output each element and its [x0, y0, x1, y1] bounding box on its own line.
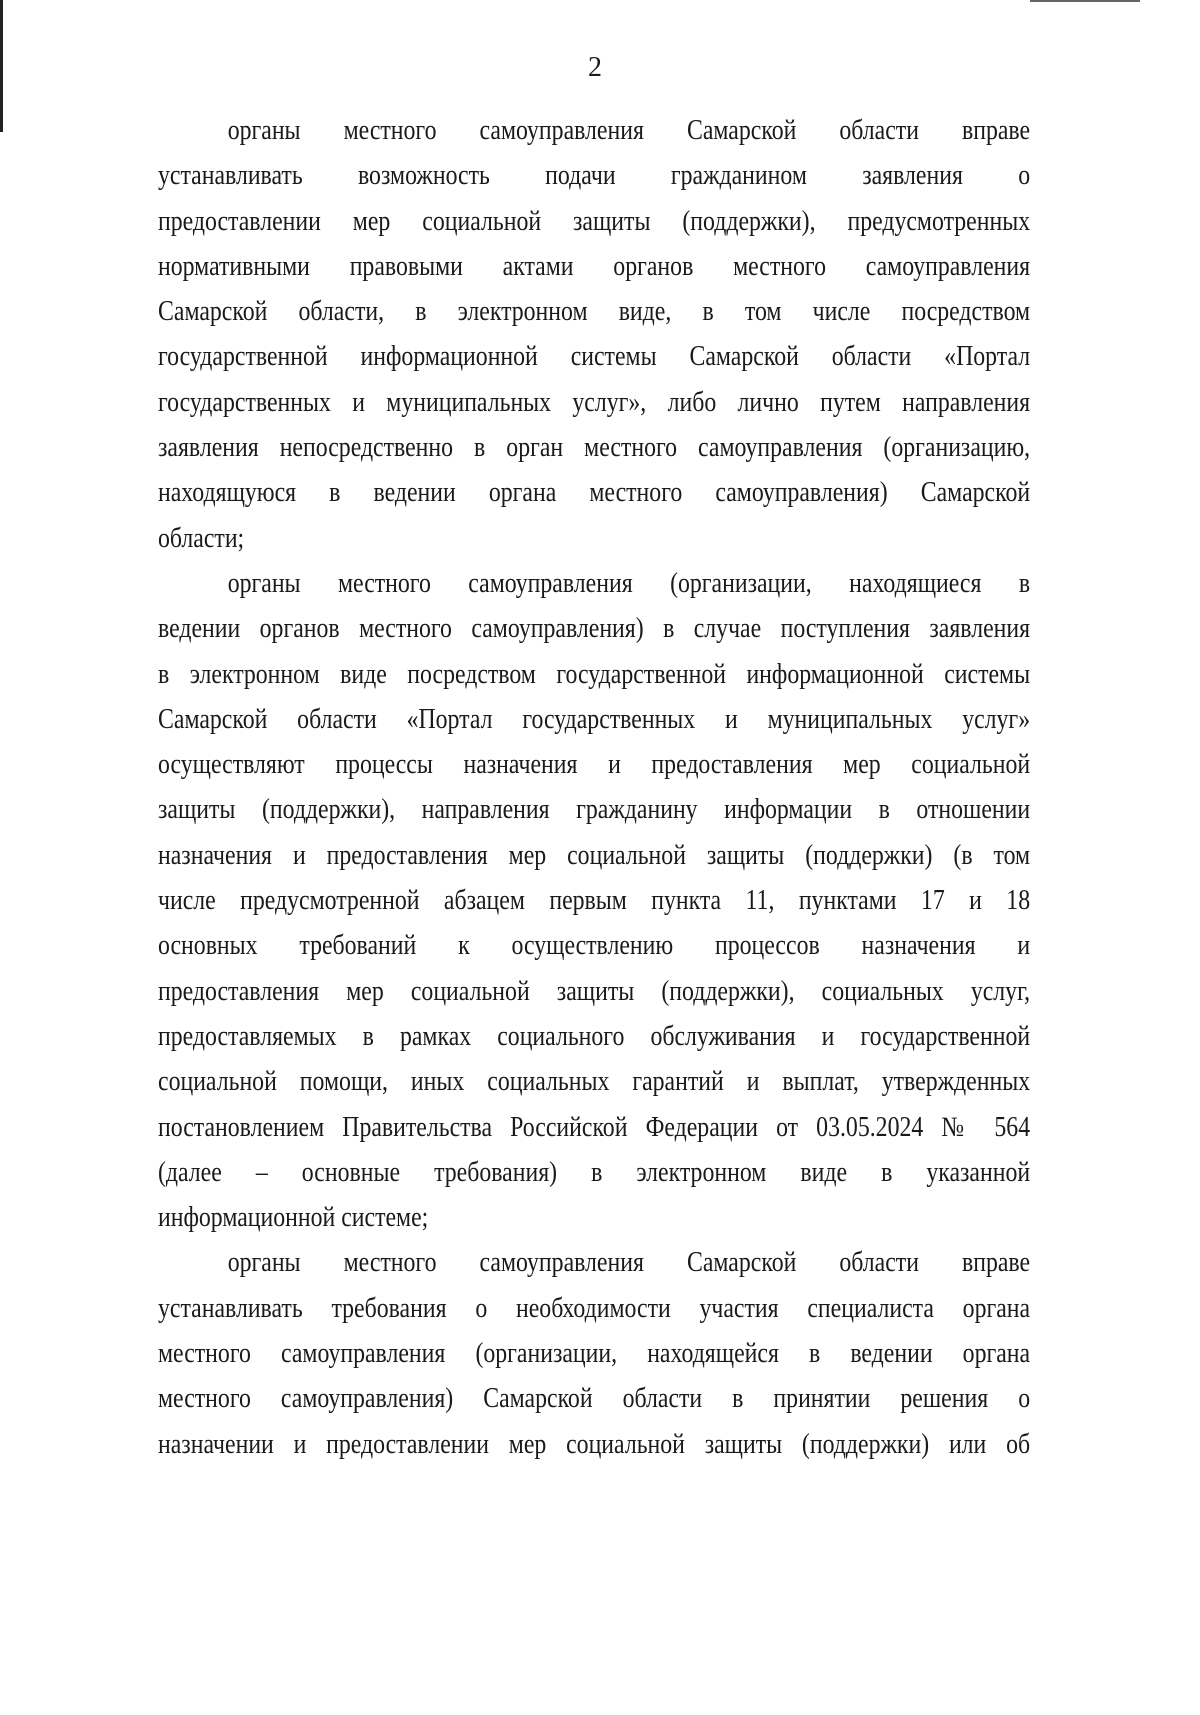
text-line: осуществляют процессы назначения и предоставления мер социальной: [158, 749, 1031, 781]
text-line: нормативными правовыми актами органов местного самоуправления: [158, 250, 1031, 282]
text-line: органы местного самоуправления Самарской области вправе: [227, 115, 1031, 146]
paragraph: [158, 561, 1030, 1240]
text-line: местного самоуправления) Самарской области в принятии решения о: [158, 1383, 1031, 1415]
text-line: заявления непосредственно в орган местного самоуправления (организацию,: [158, 432, 1031, 464]
text-line: области;: [158, 522, 245, 554]
text-line: (далее – основные требования) в электронном виде в указанной: [158, 1156, 1031, 1188]
text-line: устанавливать возможность подачи гражданином заявления о: [158, 160, 1031, 192]
text-line: информационной системе;: [158, 1202, 429, 1234]
text-line: назначения и предоставления мер социальной защиты (поддержки) (в том: [158, 839, 1031, 871]
text-line: органы местного самоуправления (организации, находящиеся в: [227, 567, 1031, 599]
text-line: предоставления мер социальной защиты (поддержки), социальных услуг,: [158, 975, 1031, 1007]
text-line: назначении и предоставлении мер социальной защиты (поддержки) или об: [158, 1428, 1031, 1460]
scan-edge-mark: [0, 0, 3, 132]
text-line: социальной помощи, иных социальных гарантий и выплат, утвержденных: [158, 1066, 1031, 1098]
text-line: органы местного самоуправления Самарской области вправе: [227, 1247, 1031, 1279]
text-line: в электронном виде посредством государственной информационной системы: [158, 658, 1031, 690]
text-line: Самарской области «Портал государственных и муниципальных услуг»: [158, 703, 1031, 735]
text-line: защиты (поддержки), направления гражданину информации в отношении: [158, 794, 1031, 826]
text-line: находящуюся в ведении органа местного самоуправления) Самарской: [158, 477, 1031, 509]
page-number: 2: [588, 52, 602, 83]
paragraph: [158, 1240, 1030, 1466]
text-line: постановлением Правительства Российской Федерации от 03.05.2024 № 564: [158, 1111, 1031, 1143]
text-line: государственной информационной системы Самарской области «Портал: [158, 341, 1031, 373]
text-line: местного самоуправления (организации, находящейся в ведении органа: [158, 1338, 1031, 1370]
text-line: устанавливать требования о необходимости участия специалиста органа: [158, 1292, 1031, 1324]
text-line: Самарской области, в электронном виде, в том числе посредством: [158, 296, 1031, 328]
text-line: предоставляемых в рамках социального обслуживания и государственной: [158, 1020, 1031, 1052]
text-line: числе предусмотренной абзацем первым пункта 11, пунктами 17 и 18: [158, 885, 1031, 917]
text-line: предоставлении мер социальной защиты (поддержки), предусмотренных: [158, 205, 1031, 237]
text-line: основных требований к осуществлению процессов назначения и: [158, 930, 1031, 962]
text-line: ведении органов местного самоуправления) в случае поступления заявления: [158, 613, 1031, 645]
text-line: государственных и муниципальных услуг», либо лично путем направления: [158, 386, 1031, 418]
document-body: [158, 108, 1030, 1467]
paragraph: [158, 108, 1030, 561]
scan-top-mark: [1030, 0, 1140, 2]
